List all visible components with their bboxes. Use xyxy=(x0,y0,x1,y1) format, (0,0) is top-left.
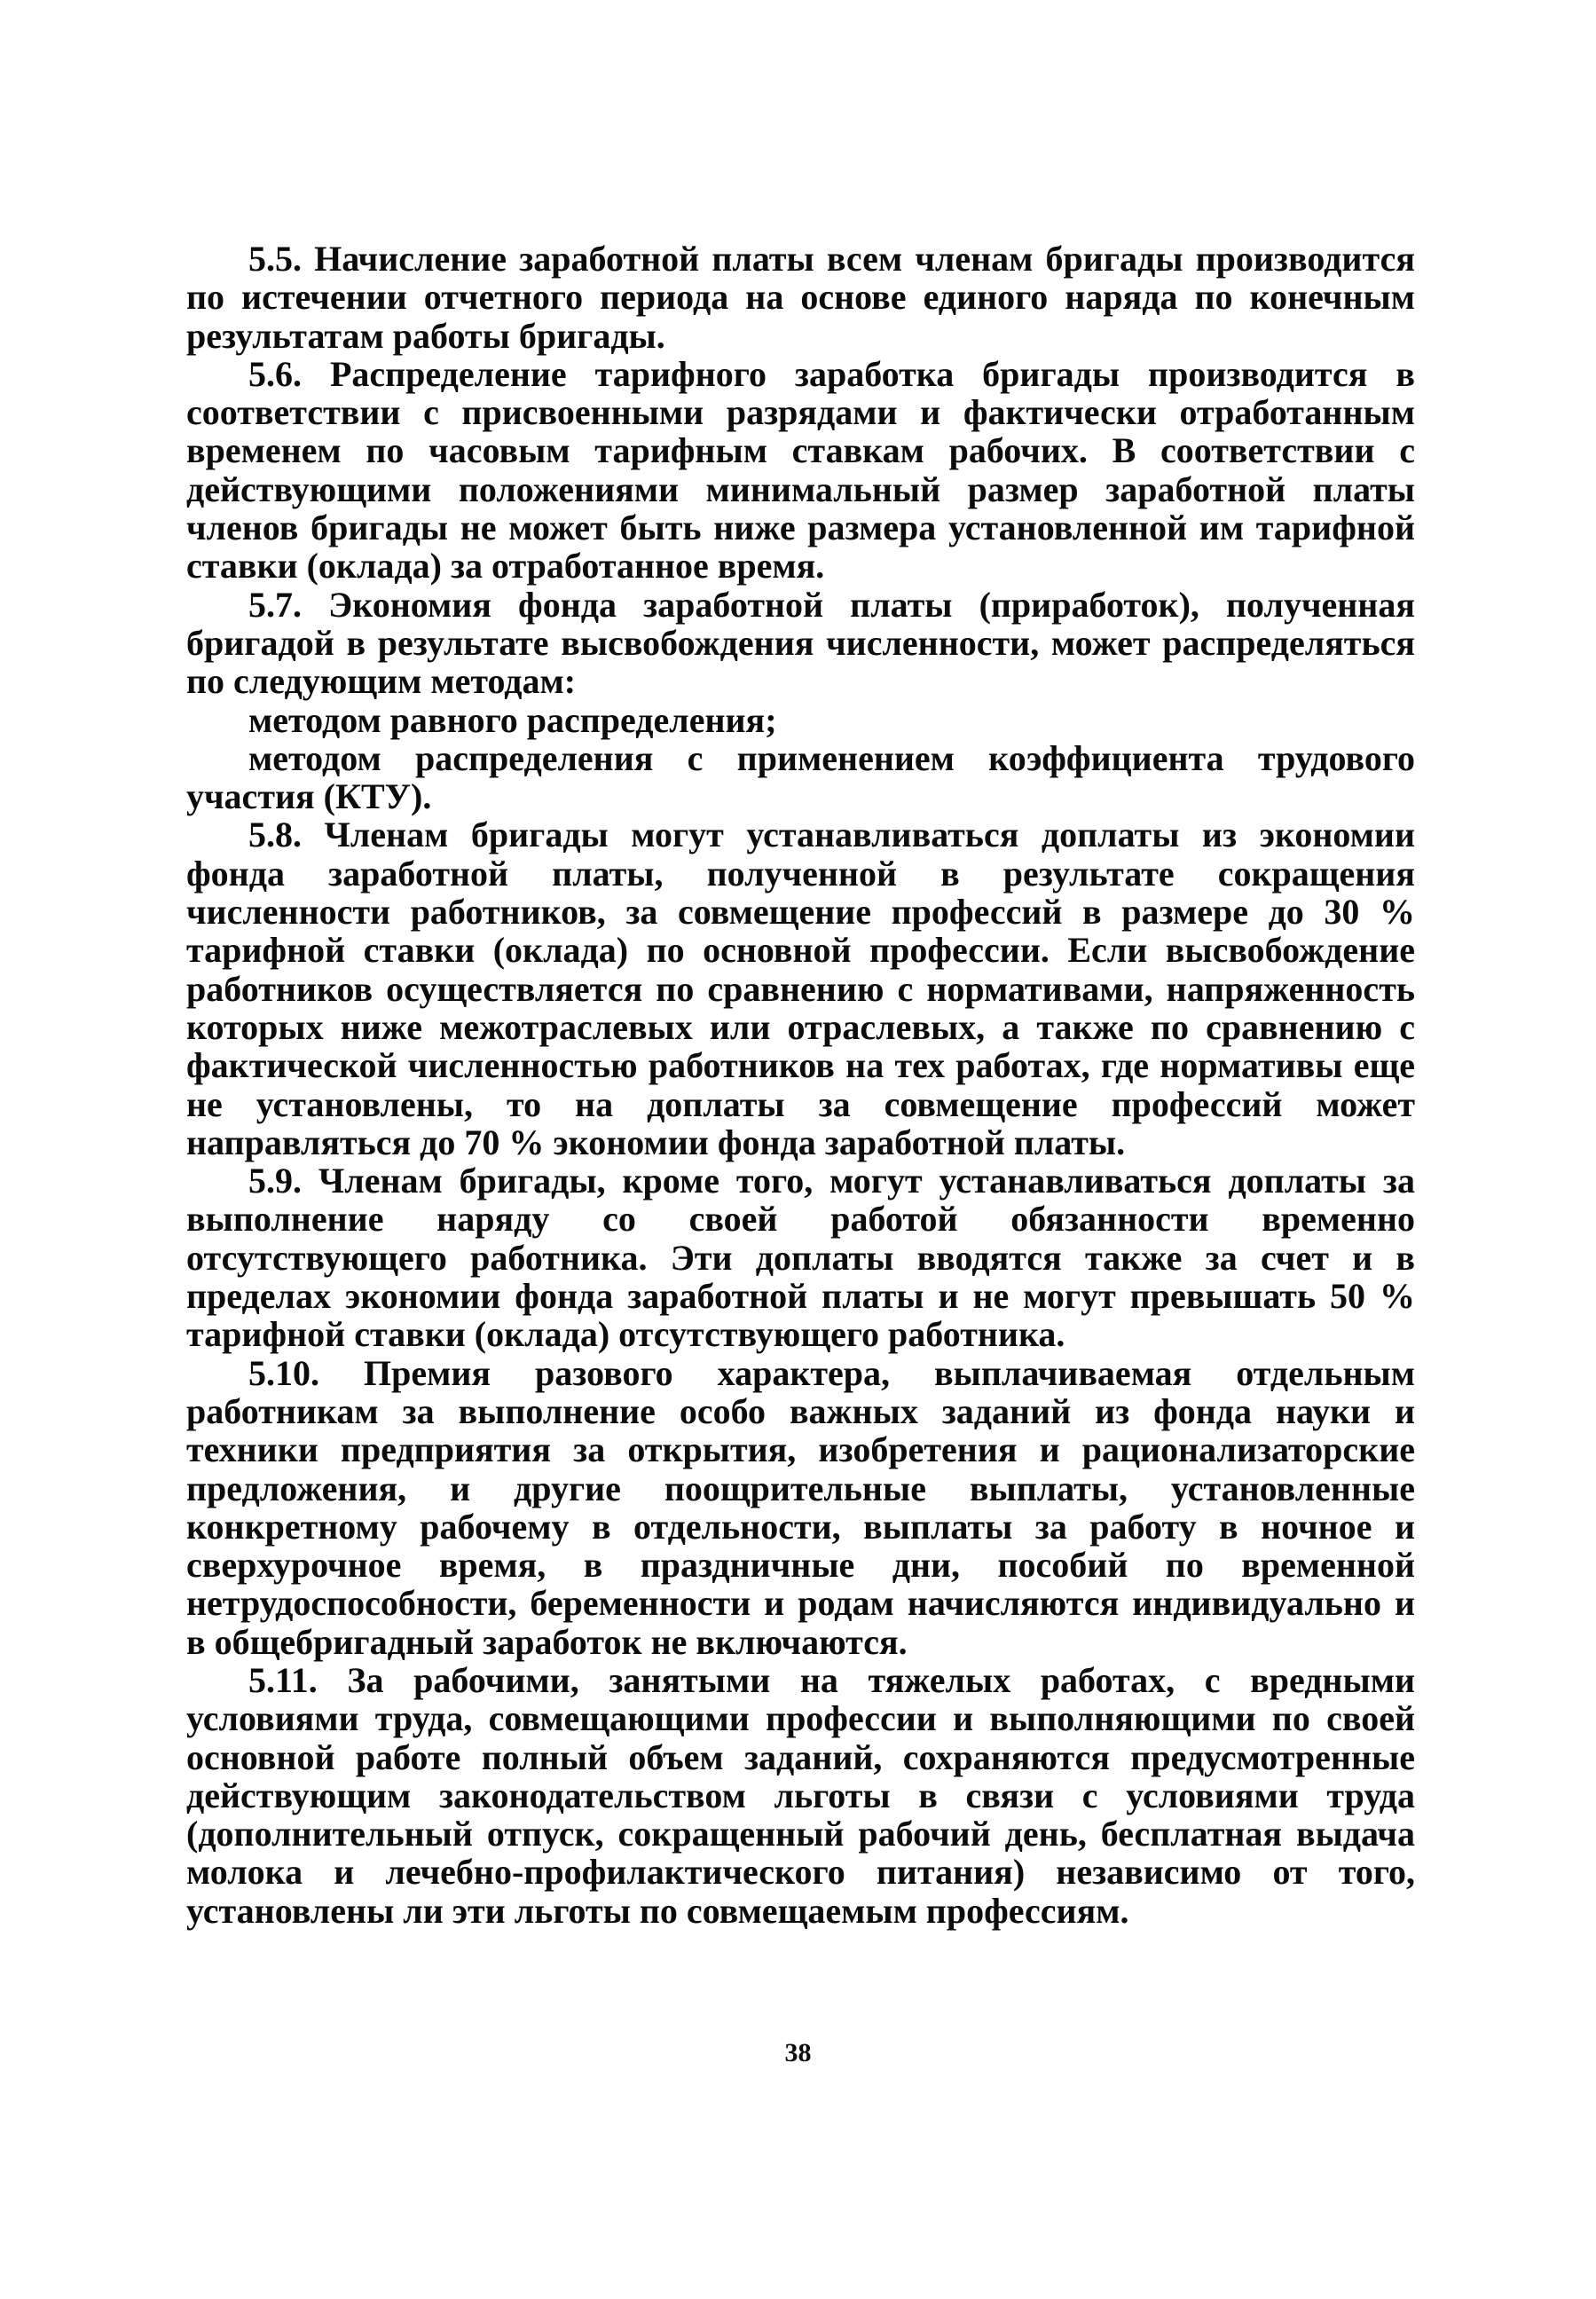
page-number: 38 xyxy=(784,2038,812,2067)
method-item-ktu: методом распределения с применением коэффициента трудового участия (КТУ). xyxy=(186,737,1415,817)
method-item-equal: методом равного распределения; xyxy=(248,699,777,740)
paragraph-5-6: 5.6. Распределение тарифного заработка бригады производится в соответствии с присвоенными разрядами и фактически отработанным временем по часовым тарифным ставкам рабочих. В соответствии с действующими положениями минимальный размер заработной платы членов бригады не может быть ниже размера установленной им тарифной ставки (оклада) за отработанное время. xyxy=(186,353,1415,587)
paragraph-5-10: 5.10. Премия разового характера, выплачиваемая отдельным работникам за выполнение особо важных заданий из фонда науки и техники предприятия за открытия, изобретения и рационализаторские предложения, и другие поощрительные выплаты, установленные конкретному рабочему в отдельности, выплаты за работу в ночное и сверхурочное время, в праздничные дни, пособий по временной нетрудоспособности, беременности и родам начисляются индивидуально и в общебригадный заработок не включаются. xyxy=(186,1352,1415,1662)
body-text xyxy=(186,240,1415,1930)
paragraph-5-7: 5.7. Экономия фонда заработной платы (приработок), полученная бригадой в результате высвобождения численности, может распределяться по следующим методам: xyxy=(186,584,1415,702)
paragraph-5-8: 5.8. Членам бригады могут устанавливаться доплаты из экономии фонда заработной платы, полученной в результате сокращения численности работников, за совмещение профессий в размере до 30 % тарифной ставки (оклада) по основной профессии. Если высвобождение работников осуществляется по сравнению с нормативами, напряженность которых ниже межотраслевых или отраслевых, а также по сравнению с фактической численностью работников на тех работах, где нормативы еще не установлены, то на доплаты за совмещение профессий может направляться до 70 % экономии фонда заработной платы. xyxy=(186,815,1415,1162)
paragraph-5-5: 5.5. Начисление заработной платы всем членам бригады производится по истечении отчетного периода на основе единого наряда по конечным результатам работы бригады. xyxy=(186,239,1415,356)
paragraph-5-11: 5.11. За рабочими, занятыми на тяжелых работах, с вредными условиями труда, совмещающими профессии и выполняющими по своей основной работе полный объем заданий, сохраняются предусмотренные действующим законодательством льготы в связи с условиями труда (дополнительный отпуск, сокращенный рабочий день, бесплатная выдача молока и лечебно-профилактического питания) независимо от того, установлены ли эти льготы по совмещаемым профессиям. xyxy=(186,1659,1415,1931)
paragraph-5-9: 5.9. Членам бригады, кроме того, могут устанавливаться доплаты за выполнение наряду со своей работой обязанности временно отсутствующего работника. Эти доплаты вводятся также за счет и в пределах экономии фонда заработной платы и не могут превышать 50 % тарифной ставки (оклада) отсутствующего работника. xyxy=(186,1161,1415,1355)
